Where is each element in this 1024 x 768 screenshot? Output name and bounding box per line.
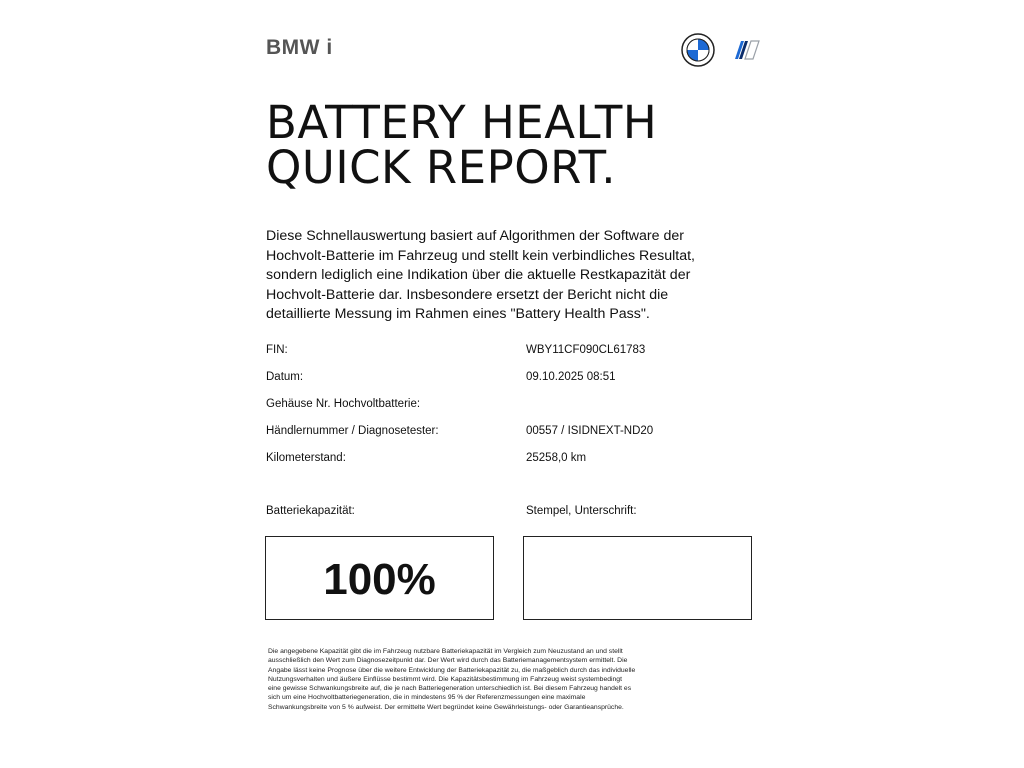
intro-line: Hochvolt-Batterie dar. Insbesondere ersetzt der Bericht nicht die — [266, 286, 669, 303]
capacity-box — [265, 536, 494, 620]
capacity-value: 100% — [323, 555, 436, 604]
bmw-i-stripe-icon — [728, 39, 760, 61]
field-value: 00557 / ISIDNEXT-ND20 — [526, 425, 654, 437]
field-label: Händlernummer / Diagnosetester: — [266, 425, 439, 437]
capacity-label: Batteriekapazität: — [266, 505, 355, 517]
brand-name: BMW i — [266, 36, 333, 59]
disclaimer-line: ausschließlich den Wert zum Diagnosezeitpunkt dar. Der Wert wird durch das Batteriemanagementsystem ermittelt. Die — [268, 657, 628, 665]
disclaimer-line: Angabe lässt keine Prognose über die weitere Entwicklung der Batteriekapazität zu, die maßgeblich durch das individuelle — [268, 666, 636, 674]
intro-line: Diese Schnellauswertung basiert auf Algorithmen der Software der — [266, 228, 684, 244]
intro-line: sondern lediglich eine Indikation über die aktuelle Restkapazität der — [266, 267, 691, 284]
field-value: 09.10.2025 08:51 — [526, 371, 616, 383]
intro-line: Hochvolt-Batterie im Fahrzeug und stellt kein verbindliches Resultat, — [266, 247, 695, 264]
vehicle-info-list — [266, 341, 746, 476]
disclaimer-text — [268, 647, 752, 712]
field-label: Datum: — [266, 371, 304, 383]
field-row-fin — [266, 341, 746, 368]
report-title-line-1: BATTERY HEALTH — [266, 96, 658, 149]
report-title-line-2: QUICK REPORT. — [266, 141, 617, 194]
field-label: Gehäuse Nr. Hochvoltbatterie: — [266, 398, 421, 410]
field-value: WBY11CF090CL61783 — [526, 344, 646, 356]
disclaimer-line: Schwankungsbreite von 5 % aufweist. Der ermittelte Wert begründet keine Gewährleistungs- oder Garantieansprüche. — [268, 703, 624, 711]
intro-paragraph — [266, 227, 746, 325]
field-row-mileage — [266, 449, 746, 476]
disclaimer-line: Nutzungsverhalten und äußere Einflüsse bestimmt wird. Die Kapazitätsbestimmung im Fahrzeug weist systembedingt — [268, 675, 622, 683]
field-label: FIN: — [266, 344, 288, 356]
stamp-label: Stempel, Unterschrift: — [526, 505, 637, 517]
bmw-roundel-icon — [681, 33, 715, 67]
disclaimer-line: sich um eine Hochvoltbatteriegeneration, die in mindestens 95 % der Referenzmessungen eine maximale — [268, 694, 586, 702]
intro-line: detaillierte Messung im Rahmen eines "Battery Health Pass". — [266, 306, 650, 323]
field-label: Kilometerstand: — [266, 452, 346, 464]
field-value: 25258,0 km — [526, 452, 587, 464]
disclaimer-line: Die angegebene Kapazität gibt die im Fahrzeug nutzbare Batteriekapazität im Vergleich zum Neuzustand an und stellt — [268, 648, 623, 655]
stamp-signature-box — [523, 536, 752, 620]
field-row-date — [266, 368, 746, 395]
field-row-battery-housing — [266, 395, 746, 422]
disclaimer-line: eine gewisse Schwankungsbreite auf, die je nach Batteriegeneration unterschiedlich ist. Bei diesem Fahrzeug handelt es — [268, 685, 632, 693]
field-row-dealer — [266, 422, 746, 449]
report-title — [266, 96, 658, 194]
